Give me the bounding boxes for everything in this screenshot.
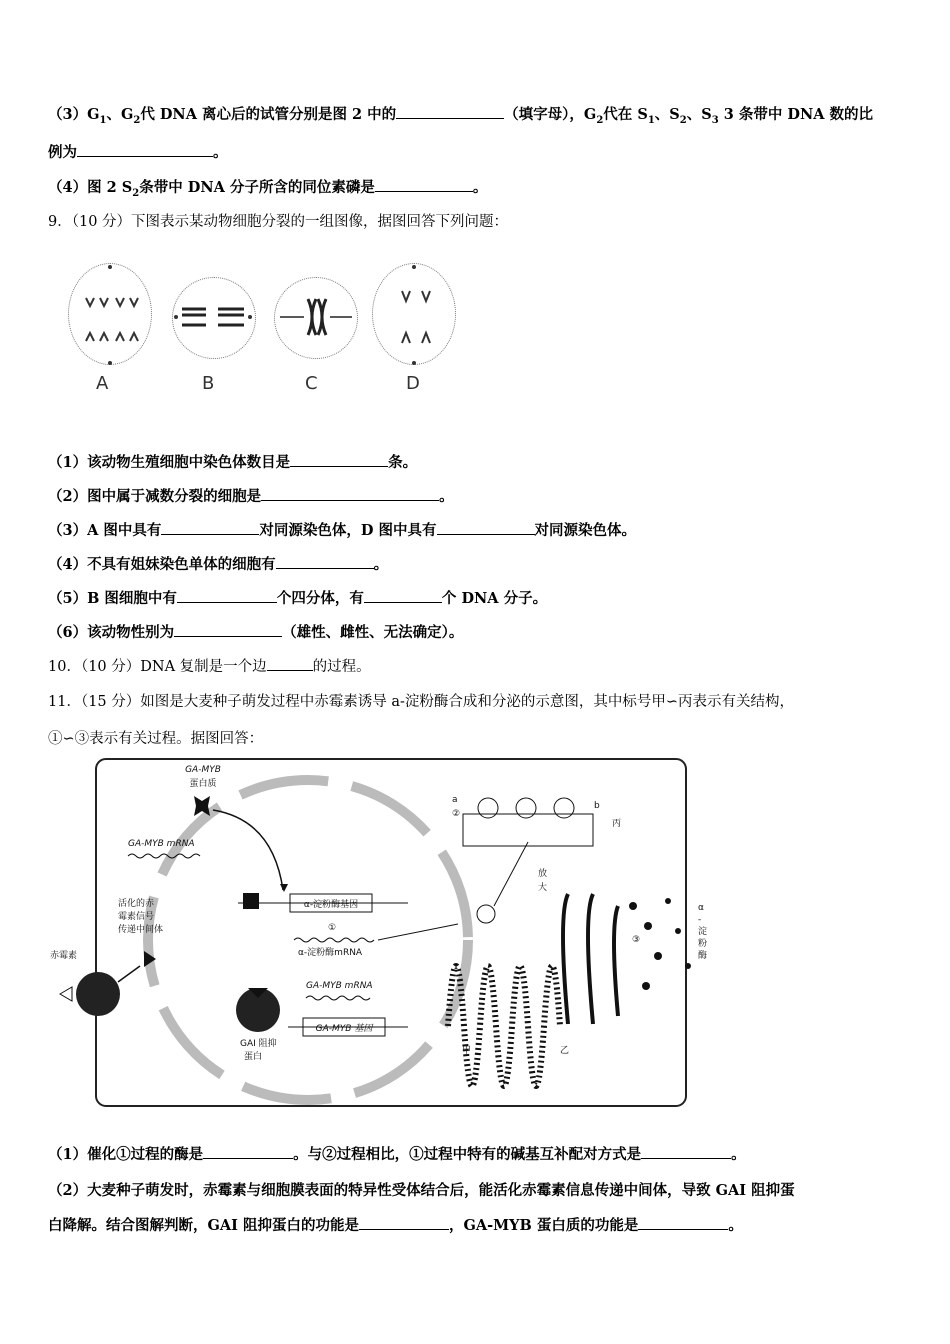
label-ga-myb-gene: GA-MYB 基因 bbox=[315, 1024, 373, 1034]
mrna-top bbox=[128, 854, 200, 858]
label-gai-2: 蛋白 bbox=[244, 1052, 263, 1062]
label-yi: 乙 bbox=[560, 1046, 570, 1056]
q9-sub5: （5）B 图细胞中有 个四分体，有 个 DNA 分子。 bbox=[48, 587, 910, 608]
nucleus-envelope bbox=[148, 780, 468, 1100]
answer-blank[interactable] bbox=[375, 176, 473, 192]
caption-c: C bbox=[305, 373, 318, 394]
label-amylase-gene: α-淀粉酶基因 bbox=[303, 900, 359, 910]
q9-sub1: （1）该动物生殖细胞中染色体数目是 条。 bbox=[48, 451, 910, 472]
answer-blank[interactable] bbox=[396, 103, 504, 119]
label-mrna-top: GA-MYB mRNA bbox=[128, 839, 195, 849]
label-step-3: ③ bbox=[632, 935, 641, 945]
caption-d: D bbox=[406, 373, 420, 394]
label-amylase-4: 酶 bbox=[698, 951, 708, 961]
label-step-1: ① bbox=[328, 923, 337, 933]
label-activated-2: 霉素信号 bbox=[118, 912, 155, 922]
bound-protein bbox=[243, 893, 259, 909]
answer-blank[interactable] bbox=[203, 1143, 293, 1159]
label-gibberellin: 赤霉素 bbox=[50, 951, 78, 961]
arrow-to-er bbox=[378, 924, 458, 940]
mrna-amylase bbox=[294, 938, 374, 942]
cell-outline bbox=[96, 759, 686, 1106]
answer-blank[interactable] bbox=[437, 519, 535, 535]
q11-sub2-line1: （2）大麦种子萌发时，赤霉素与细胞膜表面的特异性受体结合后，能活化赤霉素信息传递中间体，导致 GAI 阻抑蛋 bbox=[48, 1182, 795, 1199]
answer-blank[interactable] bbox=[77, 141, 213, 157]
q8-part3-line2: 例为 。 bbox=[48, 141, 910, 162]
answer-blank[interactable] bbox=[359, 1214, 449, 1230]
gibberellin-diagram bbox=[48, 756, 720, 1116]
answer-blank[interactable] bbox=[267, 655, 313, 671]
label-jia: 甲 bbox=[462, 1046, 472, 1056]
label-enlarge-1: 放 bbox=[538, 869, 548, 879]
q10: 10．（10 分）DNA 复制是一个边 的过程。 bbox=[48, 655, 910, 676]
answer-blank[interactable] bbox=[364, 587, 442, 603]
q8-part3-line1: $(3)G_1$、$G_2$代 DNA 离心后的试管分别是图 2 中的 （填字母），$G_2$代在 $S_1$、$S_2$、$S_3$ 3 条带中 DNA 数的比 bbox=[48, 103, 910, 126]
q9-sub3: （3）A 图中具有 对同源染色体，D 图中具有 对同源染色体。 bbox=[48, 519, 910, 540]
answer-blank[interactable] bbox=[161, 519, 259, 535]
q11-sub2-line2: 白降解。结合图解判断，GAI 阻抑蛋白的功能是 ，GA-MYB 蛋白质的功能是 。 bbox=[48, 1214, 910, 1235]
q9-sub2: （2）图中属于减数分裂的细胞是 。 bbox=[48, 485, 910, 506]
label-activated-1: 活化的赤 bbox=[118, 899, 155, 909]
label-protein: 蛋白质 bbox=[189, 779, 217, 789]
gibberellin-triangle bbox=[60, 987, 72, 1001]
cell-c-chromosomes bbox=[274, 277, 358, 361]
q8-part4: （4）图 2 $S_2$条带中 DNA 分子所含的同位素磷是 。 bbox=[48, 176, 910, 199]
label-activated-3: 传递中间体 bbox=[118, 925, 164, 935]
cell-b-chromosomes bbox=[172, 277, 256, 361]
cell-d-chromosomes bbox=[372, 263, 456, 367]
label-step-2: ② bbox=[452, 809, 461, 819]
cell-a-chromosomes bbox=[68, 263, 152, 367]
label-mrna-bottom: GA-MYB mRNA bbox=[306, 981, 373, 991]
answer-blank[interactable] bbox=[261, 485, 439, 501]
label-enlarge-2: 大 bbox=[538, 883, 548, 893]
label-a: a bbox=[452, 795, 458, 805]
label-amylase-mrna: α-淀粉酶mRNA bbox=[298, 948, 363, 958]
label-amylase-1: - bbox=[698, 915, 702, 925]
q9-sub6: （6）该动物性别为 （雄性、雌性、无法确定）。 bbox=[48, 621, 910, 642]
answer-blank[interactable] bbox=[177, 587, 277, 603]
label-ga-myb-protein: GA-MYB bbox=[185, 765, 221, 775]
answer-blank[interactable] bbox=[290, 451, 388, 467]
answer-blank[interactable] bbox=[276, 553, 374, 569]
q11-header: 11．（15 分）如图是大麦种子萌发过程中赤霉素诱导 a-淀粉酶合成和分泌的示意图，其中标号甲∽丙表示有关结构， bbox=[48, 694, 795, 710]
q9-header: 9．（10 分）下图表示某动物细胞分裂的一组图像，据图回答下列问题： bbox=[48, 214, 509, 230]
q9-sub4: （4）不具有姐妹染色单体的细胞有 。 bbox=[48, 553, 910, 574]
q11-header2: ①∽③表示有关过程。据图回答： bbox=[48, 731, 264, 747]
answer-blank[interactable] bbox=[174, 621, 282, 637]
ga-myb-protein-icon bbox=[194, 796, 210, 816]
receptor bbox=[76, 972, 120, 1016]
answer-blank[interactable] bbox=[638, 1214, 728, 1230]
answer-blank[interactable] bbox=[641, 1143, 731, 1159]
label-amylase-3: 粉 bbox=[698, 939, 708, 949]
arrow-protein bbox=[213, 810, 283, 890]
caption-b: B bbox=[202, 373, 215, 394]
label-b: b bbox=[594, 801, 600, 811]
cell-division-figure bbox=[60, 255, 480, 405]
label-amylase-0: α bbox=[698, 903, 704, 913]
q11-sub1: （1）催化①过程的酶是 。与②过程相比，①过程中特有的碱基互补配对方式是 。 bbox=[48, 1143, 910, 1164]
label-amylase-2: 淀 bbox=[698, 927, 708, 937]
caption-a: A bbox=[96, 373, 109, 394]
ribosome-box bbox=[463, 814, 593, 846]
label-bing: 丙 bbox=[612, 819, 622, 829]
label-gai-1: GAI 阻抑 bbox=[240, 1039, 277, 1049]
